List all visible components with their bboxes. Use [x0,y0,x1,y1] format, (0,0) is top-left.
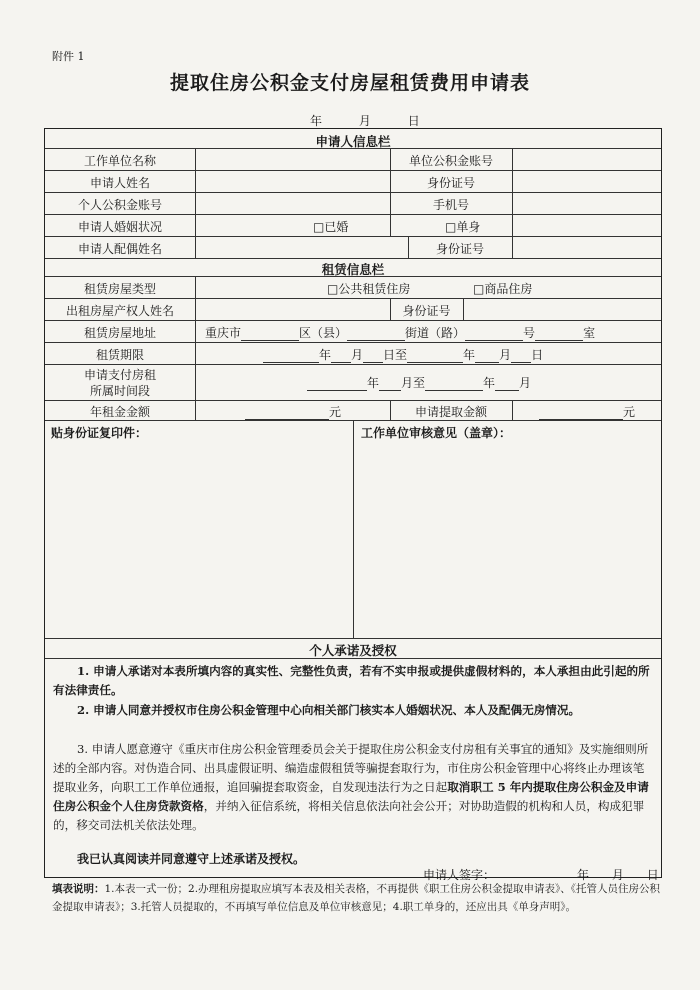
form-title: 提取住房公积金支付房屋租赁费用申请表 [169,72,530,94]
period-label: 租赁期限 [95,348,144,362]
owner-id-label: 身份证号 [402,304,451,318]
commitment-item-2-text: 2. 申请人同意并授权市住房公积金管理中心向相关部门核实本人婚姻状况、本人及配偶无房情况。 [77,703,581,717]
pay-period-field[interactable] [307,374,531,391]
rental-section-title: 租赁信息栏 [321,262,385,277]
employer-opinion-area[interactable] [354,421,659,637]
marital-label: 申请人婚姻状况 [77,220,162,234]
unit-account-field[interactable] [513,149,659,169]
employer-label: 工作单位名称 [83,154,156,168]
applicant-section-title: 申请人信息栏 [315,134,391,149]
id-copy-area[interactable] [46,421,352,637]
phone-label: 手机号 [432,198,469,212]
spouse-field[interactable] [196,237,407,257]
withdraw-field[interactable] [539,403,635,420]
period-day-to: 日至 [383,348,408,362]
period-year-2: 年 [463,348,476,362]
commitment-item-3 [53,740,653,835]
pay-month-to: 月至 [401,376,426,390]
commitment-item-1 [53,662,653,700]
period-field[interactable] [263,346,543,363]
form-date: 年 月 日 [310,114,422,128]
annual-rent-unit: 元 [329,405,342,419]
addr-city: 重庆市 [205,326,242,340]
signature-label: 申请人签字： [423,868,496,882]
spouse-label: 申请人配偶姓名 [77,242,162,256]
annual-rent-field[interactable] [245,403,341,420]
owner-id-field[interactable] [464,299,659,319]
commitment-item-2 [53,701,653,720]
addr-no: 号 [523,326,536,340]
address-label: 租赁房屋地址 [83,326,156,340]
id-field[interactable] [513,171,659,191]
owner-field[interactable] [196,299,389,319]
pay-year: 年 [367,376,380,390]
pay-period-label-2: 所属时间段 [89,384,150,398]
personal-account-field[interactable] [196,193,389,213]
signature-field[interactable] [500,863,575,879]
id-label: 身份证号 [426,176,475,190]
personal-account-label: 个人公积金账号 [77,198,162,212]
commitment-item-1-text: 1. 申请人承诺对本表所填内容的真实性、完整性负责，若有不实申报或提供虚假材料的，本人承担由此引起的所有法律责任。 [53,664,650,697]
employer-field[interactable] [196,149,389,169]
commitment-item-3-text-b: 取消职工 5 年内提取住房公积金及申请住房公积金个人住房贷款资格 [53,780,649,813]
signature-date: 年 月 日 [577,868,659,882]
commitment-item-3-text-a: 3. 申请人愿意遵守《重庆市住房公积金管理委员会关于提取住房公积金支付房租有关事宜的通知》及实施细则所述的全部内容。对伪造合同、出具虚假证明、编造虚假租赁等骗提套取行为，市住房公积金管理中心将终止办理该笔提取业务，向职工工作单位通报，追回骗提套取资金，自发现违法行为之日起 [53,742,649,794]
id-copy-label: 贴身份证复印件： [51,426,148,440]
fill-notes [52,880,662,916]
commercial-checkbox[interactable]: □商品住房 [473,282,533,296]
withdraw-label: 申请提取金额 [414,405,487,419]
addr-street: 街道（路） [405,326,466,340]
unit-account-label: 单位公积金账号 [408,154,493,168]
type-label: 租赁房屋类型 [83,282,156,296]
single-checkbox[interactable]: □单身 [445,220,481,234]
period-month: 月 [351,348,364,362]
commitment-item-3-text-c: ，并纳入征信系统，将相关信息依法向社会公开；对协助造假的机构和人员，构成犯罪的，移交司法机关依法处理。 [53,799,645,832]
name-field[interactable] [196,171,389,191]
addr-district: 区（县） [299,326,348,340]
annual-rent-label: 年租金金额 [89,405,150,419]
fill-notes-text: 1.本表一式一份；2.办理租房提取应填写本表及相关表格，不再提供《职工住房公积金提取申请表》、《托管人员住房公积金提取申请表》；3.托管人员提取的，不再填写单位信息及单位审核意见；4.职工单身的，还应出具《单身声明》。 [52,883,661,913]
pay-period-label-1: 申请支付房租 [83,368,156,382]
spouse-id-field[interactable] [513,237,659,257]
commitment-section-title: 个人承诺及授权 [309,643,397,658]
confirm-text: 我已认真阅读并同意遵守上述承诺及授权。 [77,852,306,866]
pay-period-label [45,367,195,399]
phone-field[interactable] [513,193,659,213]
spouse-id-label: 身份证号 [435,242,484,256]
address-field[interactable] [205,324,595,341]
form-table [44,128,662,882]
name-label: 申请人姓名 [89,176,150,190]
period-year: 年 [319,348,332,362]
married-checkbox[interactable]: □已婚 [313,220,349,234]
fill-notes-label: 填表说明： [52,883,105,895]
pay-year-2: 年 [483,376,496,390]
owner-label: 出租房屋产权人姓名 [65,304,174,318]
period-day: 日 [531,348,544,362]
withdraw-unit: 元 [623,405,636,419]
attachment-label: 附件 1 [52,50,85,63]
pay-month: 月 [519,376,532,390]
employer-opinion-label: 工作单位审核意见（盖章）： [361,426,512,440]
period-month-2: 月 [499,348,512,362]
public-rental-checkbox[interactable]: □公共租赁住房 [327,282,411,296]
addr-room: 室 [583,326,596,340]
